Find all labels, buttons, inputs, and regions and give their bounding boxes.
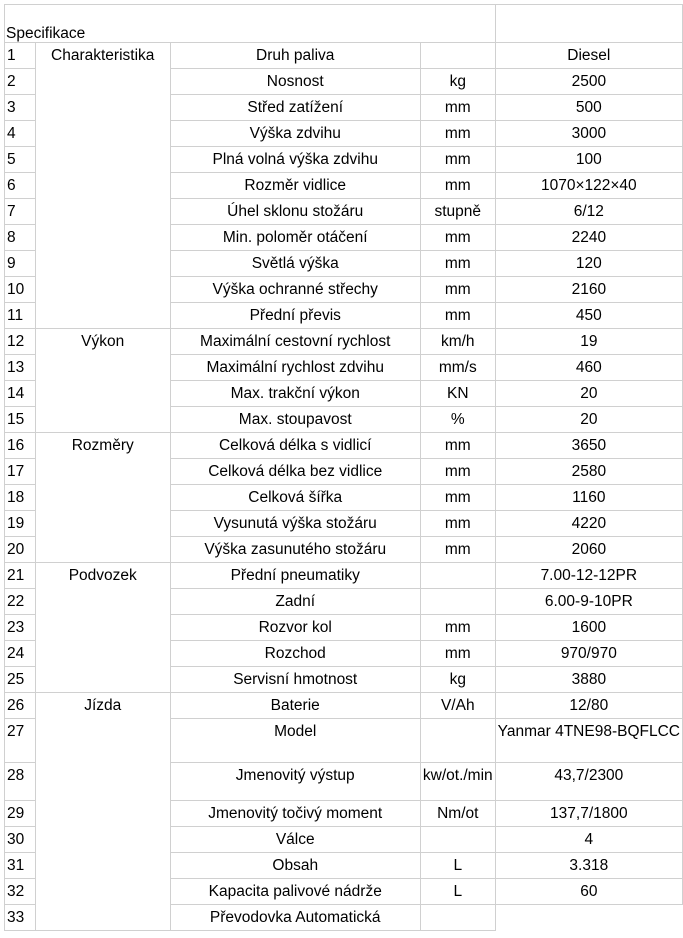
category-cell: Jízda bbox=[35, 693, 170, 931]
row-number: 19 bbox=[5, 511, 36, 537]
category-cell: Rozměry bbox=[35, 433, 170, 563]
row-number: 14 bbox=[5, 381, 36, 407]
value-cell: 60 bbox=[495, 879, 682, 905]
parameter-name: Plná volná výška zdvihu bbox=[170, 147, 420, 173]
table-row bbox=[5, 433, 683, 459]
unit-cell: mm bbox=[420, 433, 495, 459]
unit-cell: kw/ot./min bbox=[420, 763, 495, 801]
table-row bbox=[5, 693, 683, 719]
value-cell: 1600 bbox=[495, 615, 682, 641]
parameter-name: Rozměr vidlice bbox=[170, 173, 420, 199]
row-number: 12 bbox=[5, 329, 36, 355]
title-row bbox=[5, 5, 683, 43]
parameter-name: Jmenovitý točivý moment bbox=[170, 801, 420, 827]
value-cell: 3000 bbox=[495, 121, 682, 147]
value-cell: 2060 bbox=[495, 537, 682, 563]
row-number: 15 bbox=[5, 407, 36, 433]
unit-cell: kg bbox=[420, 667, 495, 693]
value-cell: 120 bbox=[495, 251, 682, 277]
unit-cell bbox=[420, 563, 495, 589]
unit-cell bbox=[420, 589, 495, 615]
value-cell: 6.00-9-10PR bbox=[495, 589, 682, 615]
parameter-name: Celková délka s vidlicí bbox=[170, 433, 420, 459]
parameter-name: Převodovka Automatická bbox=[170, 905, 420, 931]
value-cell: 4 bbox=[495, 827, 682, 853]
row-number: 21 bbox=[5, 563, 36, 589]
row-number: 5 bbox=[5, 147, 36, 173]
row-number: 27 bbox=[5, 719, 36, 763]
parameter-name: Přední pneumatiky bbox=[170, 563, 420, 589]
value-cell: 1160 bbox=[495, 485, 682, 511]
unit-cell: kg bbox=[420, 69, 495, 95]
unit-cell: mm bbox=[420, 459, 495, 485]
row-number: 24 bbox=[5, 641, 36, 667]
parameter-name: Zadní bbox=[170, 589, 420, 615]
row-number: 22 bbox=[5, 589, 36, 615]
parameter-name: Rozchod bbox=[170, 641, 420, 667]
unit-cell bbox=[420, 43, 495, 69]
unit-cell: stupně bbox=[420, 199, 495, 225]
parameter-name: Výška zdvihu bbox=[170, 121, 420, 147]
parameter-name: Min. poloměr otáčení bbox=[170, 225, 420, 251]
value-cell: Yanmar 4TNE98-BQFLCC bbox=[495, 719, 682, 763]
value-cell: 7.00-12-12PR bbox=[495, 563, 682, 589]
value-cell: 2500 bbox=[495, 69, 682, 95]
parameter-name: Obsah bbox=[170, 853, 420, 879]
row-number: 13 bbox=[5, 355, 36, 381]
row-number: 2 bbox=[5, 69, 36, 95]
parameter-name: Nosnost bbox=[170, 69, 420, 95]
unit-cell: V/Ah bbox=[420, 693, 495, 719]
parameter-name: Baterie bbox=[170, 693, 420, 719]
parameter-name: Jmenovitý výstup bbox=[170, 763, 420, 801]
row-number: 32 bbox=[5, 879, 36, 905]
unit-cell: mm bbox=[420, 511, 495, 537]
row-number: 16 bbox=[5, 433, 36, 459]
value-cell: 19 bbox=[495, 329, 682, 355]
parameter-name: Rozvor kol bbox=[170, 615, 420, 641]
row-number: 4 bbox=[5, 121, 36, 147]
value-cell: 460 bbox=[495, 355, 682, 381]
parameter-name: Výška ochranné střechy bbox=[170, 277, 420, 303]
value-cell: 970/970 bbox=[495, 641, 682, 667]
value-cell: 137,7/1800 bbox=[495, 801, 682, 827]
unit-cell bbox=[420, 827, 495, 853]
specification-table bbox=[4, 4, 683, 931]
row-number: 33 bbox=[5, 905, 36, 931]
row-number: 31 bbox=[5, 853, 36, 879]
value-cell: 2240 bbox=[495, 225, 682, 251]
value-cell: 2580 bbox=[495, 459, 682, 485]
unit-cell: mm bbox=[420, 537, 495, 563]
table-row bbox=[5, 329, 683, 355]
value-cell: 2160 bbox=[495, 277, 682, 303]
row-number: 29 bbox=[5, 801, 36, 827]
row-number: 20 bbox=[5, 537, 36, 563]
value-cell: 3880 bbox=[495, 667, 682, 693]
category-cell: Podvozek bbox=[35, 563, 170, 693]
row-number: 25 bbox=[5, 667, 36, 693]
unit-cell: mm bbox=[420, 277, 495, 303]
parameter-name: Servisní hmotnost bbox=[170, 667, 420, 693]
value-cell: 20 bbox=[495, 381, 682, 407]
parameter-name: Výška zasunutého stožáru bbox=[170, 537, 420, 563]
unit-cell: L bbox=[420, 879, 495, 905]
row-number: 11 bbox=[5, 303, 36, 329]
row-number: 26 bbox=[5, 693, 36, 719]
table-title: Specifikace bbox=[5, 5, 496, 43]
unit-cell: mm bbox=[420, 641, 495, 667]
parameter-name: Úhel sklonu stožáru bbox=[170, 199, 420, 225]
parameter-name: Model bbox=[170, 719, 420, 763]
parameter-name: Světlá výška bbox=[170, 251, 420, 277]
unit-cell: KN bbox=[420, 381, 495, 407]
row-number: 9 bbox=[5, 251, 36, 277]
row-number: 3 bbox=[5, 95, 36, 121]
value-cell: 6/12 bbox=[495, 199, 682, 225]
parameter-name: Přední převis bbox=[170, 303, 420, 329]
value-cell: 3650 bbox=[495, 433, 682, 459]
value-cell: Diesel bbox=[495, 43, 682, 69]
value-cell: 100 bbox=[495, 147, 682, 173]
table-row bbox=[5, 563, 683, 589]
row-number: 17 bbox=[5, 459, 36, 485]
value-cell: 1070×122×40 bbox=[495, 173, 682, 199]
row-number: 6 bbox=[5, 173, 36, 199]
unit-cell: km/h bbox=[420, 329, 495, 355]
parameter-name: Válce bbox=[170, 827, 420, 853]
row-number: 10 bbox=[5, 277, 36, 303]
row-number: 28 bbox=[5, 763, 36, 801]
value-cell: 4220 bbox=[495, 511, 682, 537]
parameter-name: Kapacita palivové nádrže bbox=[170, 879, 420, 905]
table-row bbox=[5, 43, 683, 69]
value-cell: 3.318 bbox=[495, 853, 682, 879]
unit-cell: % bbox=[420, 407, 495, 433]
row-number: 7 bbox=[5, 199, 36, 225]
unit-cell: mm bbox=[420, 173, 495, 199]
parameter-name: Maximální rychlost zdvihu bbox=[170, 355, 420, 381]
row-number: 1 bbox=[5, 43, 36, 69]
category-cell: Charakteristika bbox=[35, 43, 170, 329]
unit-cell: mm bbox=[420, 485, 495, 511]
parameter-name: Střed zatížení bbox=[170, 95, 420, 121]
row-number: 30 bbox=[5, 827, 36, 853]
value-cell: 12/80 bbox=[495, 693, 682, 719]
parameter-name: Max. trakční výkon bbox=[170, 381, 420, 407]
value-cell: 20 bbox=[495, 407, 682, 433]
parameter-name: Druh paliva bbox=[170, 43, 420, 69]
unit-cell: mm bbox=[420, 615, 495, 641]
parameter-name: Maximální cestovní rychlost bbox=[170, 329, 420, 355]
value-cell: 43,7/2300 bbox=[495, 763, 682, 801]
row-number: 8 bbox=[5, 225, 36, 251]
value-cell: 500 bbox=[495, 95, 682, 121]
unit-cell bbox=[420, 905, 495, 931]
category-cell: Výkon bbox=[35, 329, 170, 433]
value-cell bbox=[495, 905, 682, 931]
unit-cell: mm bbox=[420, 303, 495, 329]
value-cell: 450 bbox=[495, 303, 682, 329]
unit-cell bbox=[420, 719, 495, 763]
unit-cell: mm bbox=[420, 121, 495, 147]
row-number: 18 bbox=[5, 485, 36, 511]
unit-cell: L bbox=[420, 853, 495, 879]
parameter-name: Celková šířka bbox=[170, 485, 420, 511]
unit-cell: mm bbox=[420, 95, 495, 121]
unit-cell: mm bbox=[420, 251, 495, 277]
unit-cell: mm bbox=[420, 225, 495, 251]
parameter-name: Max. stoupavost bbox=[170, 407, 420, 433]
parameter-name: Celková délka bez vidlice bbox=[170, 459, 420, 485]
row-number: 23 bbox=[5, 615, 36, 641]
unit-cell: mm bbox=[420, 147, 495, 173]
unit-cell: mm/s bbox=[420, 355, 495, 381]
title-empty-cell bbox=[495, 5, 682, 43]
unit-cell: Nm/ot bbox=[420, 801, 495, 827]
parameter-name: Vysunutá výška stožáru bbox=[170, 511, 420, 537]
